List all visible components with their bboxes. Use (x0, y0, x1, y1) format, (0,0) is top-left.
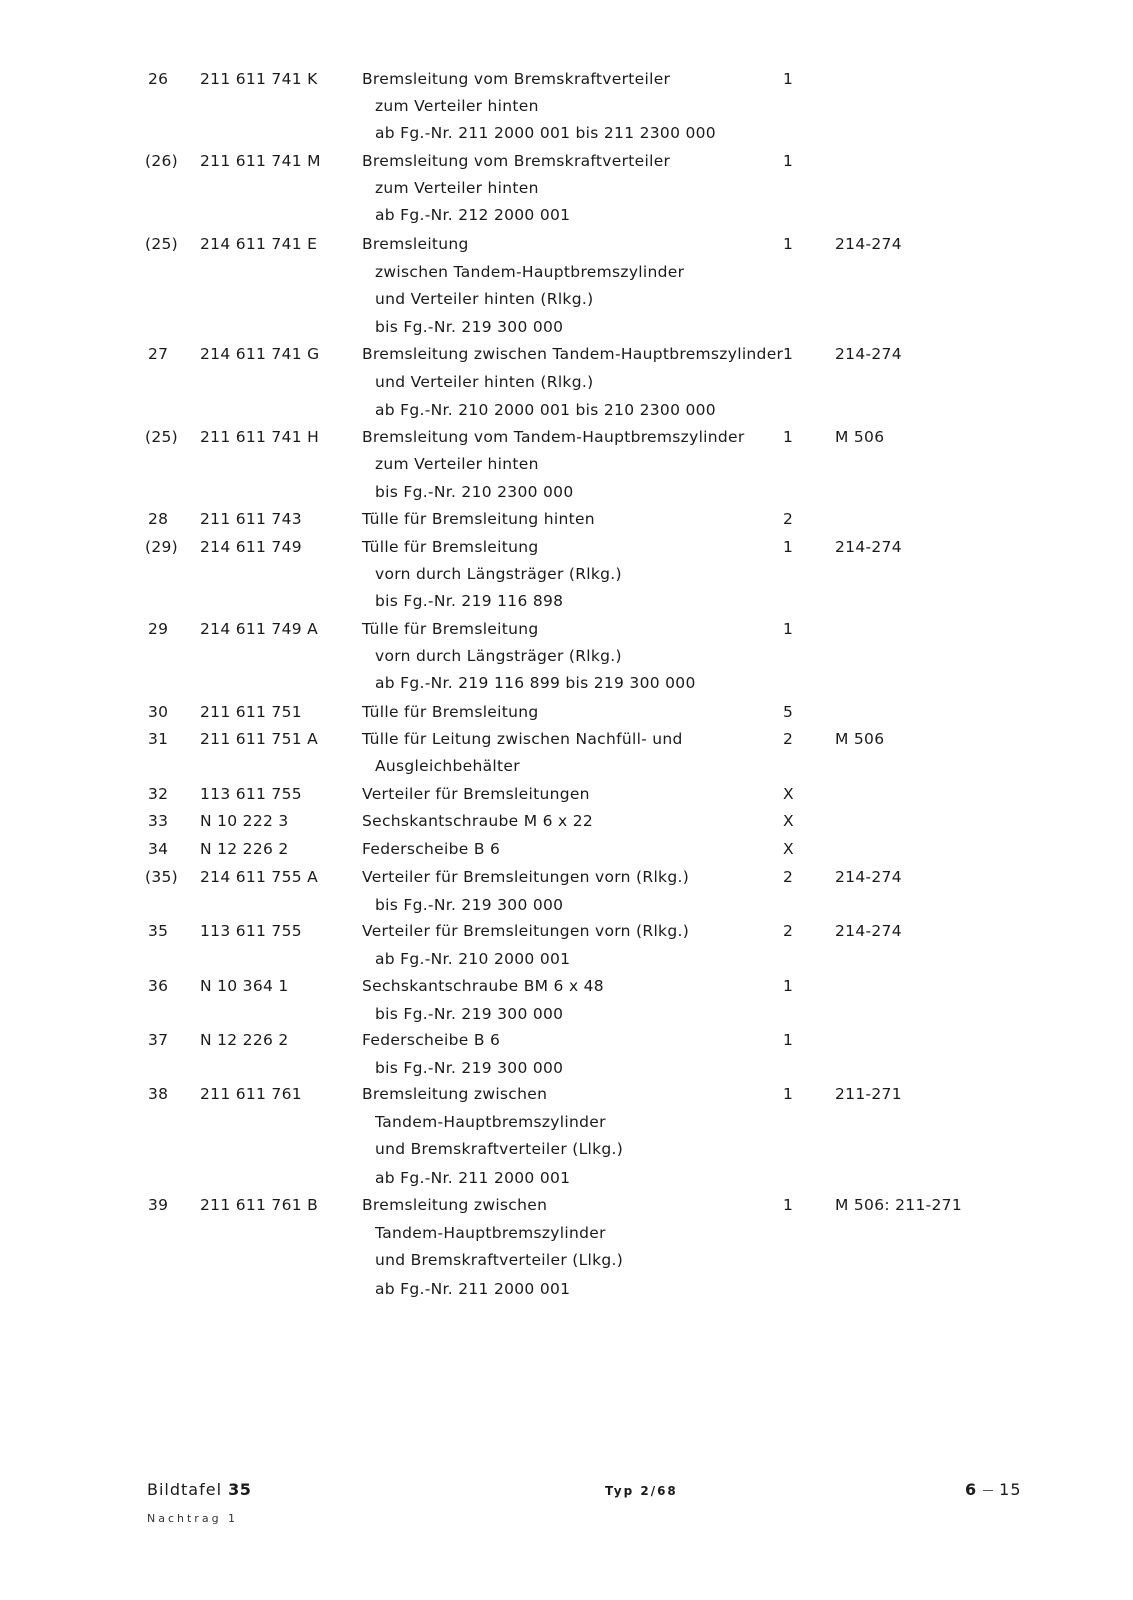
description: Sechskantschraube M 6 x 22 (362, 812, 594, 830)
quantity: 1 (783, 1085, 794, 1103)
dash-separator (983, 1490, 993, 1491)
remark: 214-274 (835, 538, 902, 556)
description-detail: vorn durch Längsträger (Rlkg.) (375, 647, 622, 665)
position-number: 37 (148, 1031, 169, 1049)
description: Bremsleitung zwischen (362, 1085, 548, 1103)
position-number: 29 (148, 620, 169, 638)
part-number: 211 611 751 A (200, 730, 319, 748)
position-number: 39 (148, 1196, 169, 1214)
quantity: 1 (783, 428, 794, 446)
part-number: 214 611 741 E (200, 235, 318, 253)
description-detail: vorn durch Längsträger (Rlkg.) (375, 565, 622, 583)
description: Bremsleitung vom Bremskraftverteiler (362, 152, 671, 170)
remark: 214-274 (835, 922, 902, 940)
position-number: 28 (148, 510, 169, 528)
quantity: 1 (783, 345, 794, 363)
description: Bremsleitung zwischen (362, 1196, 548, 1214)
quantity: 1 (783, 70, 794, 88)
quantity: 1 (783, 152, 794, 170)
part-number: 211 611 743 (200, 510, 302, 528)
quantity: 5 (783, 703, 794, 721)
description: Tülle für Bremsleitung (362, 538, 539, 556)
description-detail: und Verteiler hinten (Rlkg.) (375, 373, 594, 391)
plate-number: 35 (228, 1480, 252, 1499)
position-number: 30 (148, 703, 169, 721)
description-detail: zum Verteiler hinten (375, 97, 539, 115)
position-number: 35 (148, 922, 169, 940)
quantity: 1 (783, 620, 794, 638)
page-number (965, 1480, 1022, 1499)
description-detail: und Bremskraftverteiler (Llkg.) (375, 1251, 624, 1269)
quantity: 2 (783, 510, 794, 528)
description-detail: Ausgleichbehälter (375, 757, 520, 775)
type-label: Typ 2/68 (605, 1484, 678, 1498)
description: Bremsleitung vom Tandem-Hauptbremszylinder (362, 428, 745, 446)
position-number: (35) (145, 868, 179, 886)
description-detail: Tandem-Hauptbremszylinder (375, 1224, 606, 1242)
part-number: 214 611 755 A (200, 868, 319, 886)
position-number: 27 (148, 345, 169, 363)
plate-title (147, 1480, 251, 1499)
description: Tülle für Leitung zwischen Nachfüll- und (362, 730, 683, 748)
position-number: 31 (148, 730, 169, 748)
quantity: 1 (783, 235, 794, 253)
part-number: N 12 226 2 (200, 1031, 289, 1049)
position-number: 33 (148, 812, 169, 830)
part-number: 211 611 761 B (200, 1196, 319, 1214)
quantity: 2 (783, 730, 794, 748)
quantity: 1 (783, 977, 794, 995)
part-number: N 12 226 2 (200, 840, 289, 858)
description-detail: ab Fg.-Nr. 219 116 899 bis 219 300 000 (375, 674, 696, 692)
quantity: X (783, 840, 794, 858)
description: Bremsleitung zwischen Tandem-Hauptbremszylinder (362, 345, 784, 363)
remark: M 506 (835, 730, 885, 748)
remark: M 506 (835, 428, 885, 446)
description-detail: bis Fg.-Nr. 219 300 000 (375, 318, 564, 336)
quantity: 1 (783, 1031, 794, 1049)
part-number: 211 611 741 K (200, 70, 318, 88)
description-detail: zwischen Tandem-Hauptbremszylinder (375, 263, 685, 281)
remark: 214-274 (835, 868, 902, 886)
quantity: 2 (783, 868, 794, 886)
description: Verteiler für Bremsleitungen vorn (Rlkg.) (362, 922, 690, 940)
position-number: (29) (145, 538, 179, 556)
plate-label: Bildtafel (147, 1480, 223, 1499)
description: Bremsleitung (362, 235, 469, 253)
position-number: 26 (148, 70, 169, 88)
part-number: N 10 222 3 (200, 812, 289, 830)
part-number: 113 611 755 (200, 785, 302, 803)
description-detail: ab Fg.-Nr. 210 2000 001 (375, 950, 571, 968)
description-detail: ab Fg.-Nr. 211 2000 001 (375, 1169, 571, 1187)
description: Tülle für Bremsleitung (362, 703, 539, 721)
description-detail: bis Fg.-Nr. 210 2300 000 (375, 483, 574, 501)
part-number: 214 611 749 (200, 538, 302, 556)
part-number: 211 611 751 (200, 703, 302, 721)
description: Bremsleitung vom Bremskraftverteiler (362, 70, 671, 88)
supplement-label: Nachtrag 1 (147, 1512, 239, 1525)
description-detail: zum Verteiler hinten (375, 179, 539, 197)
remark: 214-274 (835, 235, 902, 253)
part-number: 211 611 741 H (200, 428, 320, 446)
description: Tülle für Bremsleitung (362, 620, 539, 638)
quantity: 2 (783, 922, 794, 940)
description-detail: bis Fg.-Nr. 219 300 000 (375, 1005, 564, 1023)
description-detail: ab Fg.-Nr. 211 2000 001 (375, 1280, 571, 1298)
description-detail: bis Fg.-Nr. 219 300 000 (375, 896, 564, 914)
description-detail: bis Fg.-Nr. 219 116 898 (375, 592, 564, 610)
description: Tülle für Bremsleitung hinten (362, 510, 595, 528)
description-detail: und Verteiler hinten (Rlkg.) (375, 290, 594, 308)
quantity: 1 (783, 538, 794, 556)
part-number: 113 611 755 (200, 922, 302, 940)
description-detail: zum Verteiler hinten (375, 455, 539, 473)
description: Federscheibe B 6 (362, 1031, 501, 1049)
description-detail: ab Fg.-Nr. 212 2000 001 (375, 206, 571, 224)
description-detail: bis Fg.-Nr. 219 300 000 (375, 1059, 564, 1077)
description-detail: Tandem-Hauptbremszylinder (375, 1113, 606, 1131)
position-number: (26) (145, 152, 179, 170)
part-number: 214 611 741 G (200, 345, 320, 363)
description-detail: und Bremskraftverteiler (Llkg.) (375, 1140, 624, 1158)
description: Federscheibe B 6 (362, 840, 501, 858)
quantity: X (783, 812, 794, 830)
remark: 211-271 (835, 1085, 902, 1103)
position-number: (25) (145, 235, 179, 253)
remark: M 506: 211-271 (835, 1196, 962, 1214)
page-index: 15 (999, 1480, 1022, 1499)
position-number: 38 (148, 1085, 169, 1103)
part-number: 214 611 749 A (200, 620, 319, 638)
description: Verteiler für Bremsleitungen vorn (Rlkg.) (362, 868, 690, 886)
position-number: (25) (145, 428, 179, 446)
part-number: N 10 364 1 (200, 977, 289, 995)
position-number: 34 (148, 840, 169, 858)
description: Sechskantschraube BM 6 x 48 (362, 977, 604, 995)
page-section: 6 (965, 1480, 978, 1499)
quantity: 1 (783, 1196, 794, 1214)
remark: 214-274 (835, 345, 902, 363)
position-number: 36 (148, 977, 169, 995)
description: Verteiler für Bremsleitungen (362, 785, 590, 803)
position-number: 32 (148, 785, 169, 803)
quantity: X (783, 785, 794, 803)
part-number: 211 611 741 M (200, 152, 321, 170)
part-number: 211 611 761 (200, 1085, 302, 1103)
description-detail: ab Fg.-Nr. 211 2000 001 bis 211 2300 000 (375, 124, 716, 142)
description-detail: ab Fg.-Nr. 210 2000 001 bis 210 2300 000 (375, 401, 716, 419)
